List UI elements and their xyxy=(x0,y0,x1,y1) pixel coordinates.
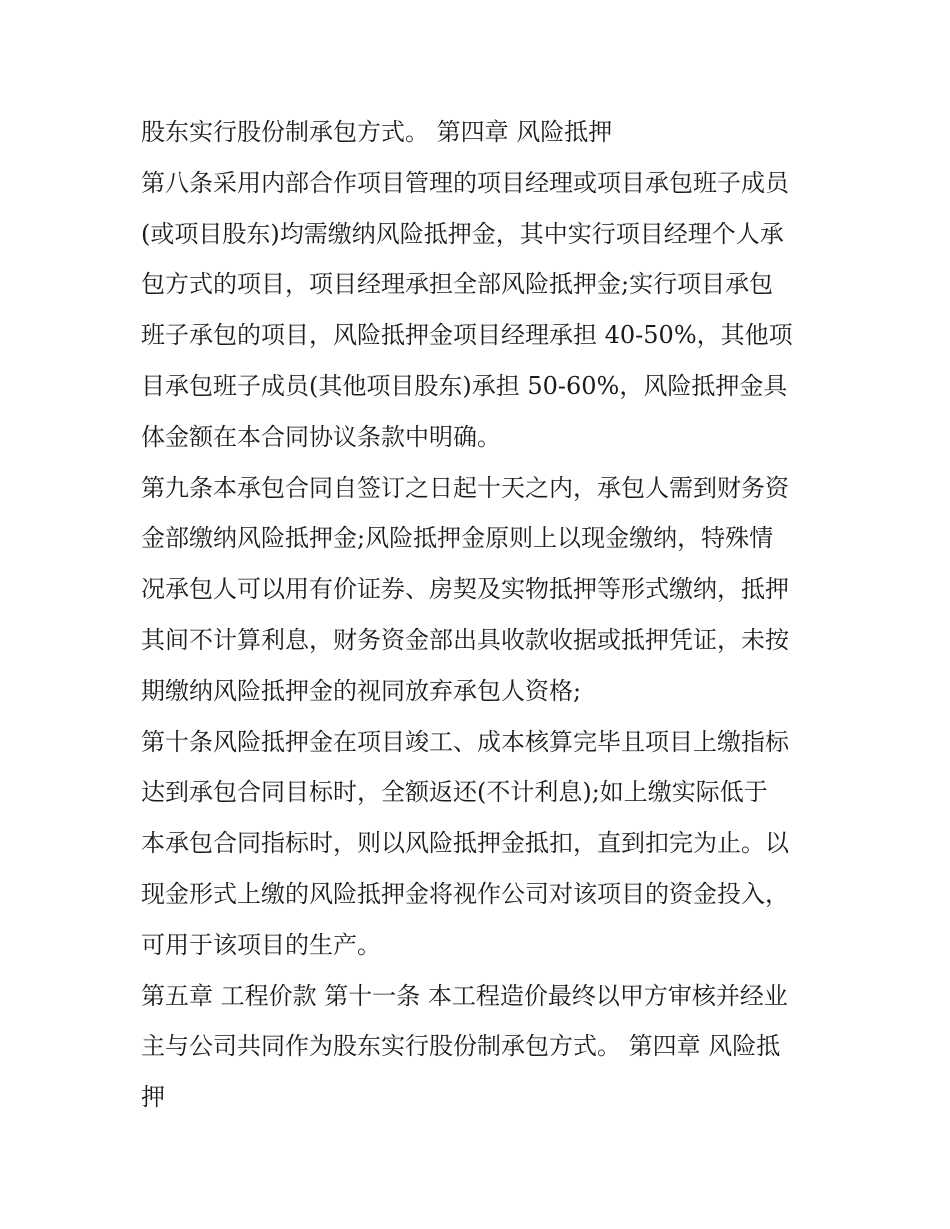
text-line: 第五章 工程价款 第十一条 本工程造价最终以甲方审核并经业 xyxy=(141,981,788,1010)
text-line: 主与公司共同作为股东实行股份制承包方式。 第四章 风险抵 xyxy=(141,1032,781,1061)
text-line: 体金额在本合同协议条款中明确。 xyxy=(141,422,501,451)
text-line: (或项目股东)均需缴纳风险抵押金，其中实行项目经理个人承 xyxy=(141,219,784,248)
text-line: 金部缴纳风险抵押金;风险抵押金原则上以现金缴纳，特殊情 xyxy=(141,524,774,553)
contract-body-text xyxy=(141,107,831,1123)
text-line: 班子承包的项目，风险抵押金项目经理承担 40-50%，其他项 xyxy=(141,321,793,350)
text-line: 可用于该项目的生产。 xyxy=(141,930,381,959)
text-line: 达到承包合同目标时，全额返还(不计利息);如上缴实际低于 xyxy=(141,778,768,807)
text-line: 第八条采用内部合作项目管理的项目经理或项目承包班子成员 xyxy=(141,168,789,197)
text-line: 本承包合同指标时，则以风险抵押金抵扣，直到扣完为止。以 xyxy=(141,829,789,858)
text-line: 第九条本承包合同自签订之日起十天之内，承包人需到财务资 xyxy=(141,473,789,502)
text-line: 目承包班子成员(其他项目股东)承担 50-60%，风险抵押金具 xyxy=(141,371,788,400)
text-line: 包方式的项目，项目经理承担全部风险抵押金;实行项目承包 xyxy=(141,270,774,299)
text-line: 况承包人可以用有价证券、房契及实物抵押等形式缴纳，抵押 xyxy=(141,575,789,604)
text-line: 押 xyxy=(141,1083,165,1112)
text-line: 期缴纳风险抵押金的视同放弃承包人资格; xyxy=(141,676,582,705)
text-line: 现金形式上缴的风险抵押金将视作公司对该项目的资金投入， xyxy=(141,879,789,908)
text-line: 股东实行股份制承包方式。 第四章 风险抵押 xyxy=(141,118,613,146)
text-line: 第十条风险抵押金在项目竣工、成本核算完毕且项目上缴指标 xyxy=(141,727,789,756)
text-line: 其间不计算利息，财务资金部出具收款收据或抵押凭证，未按 xyxy=(141,625,789,654)
